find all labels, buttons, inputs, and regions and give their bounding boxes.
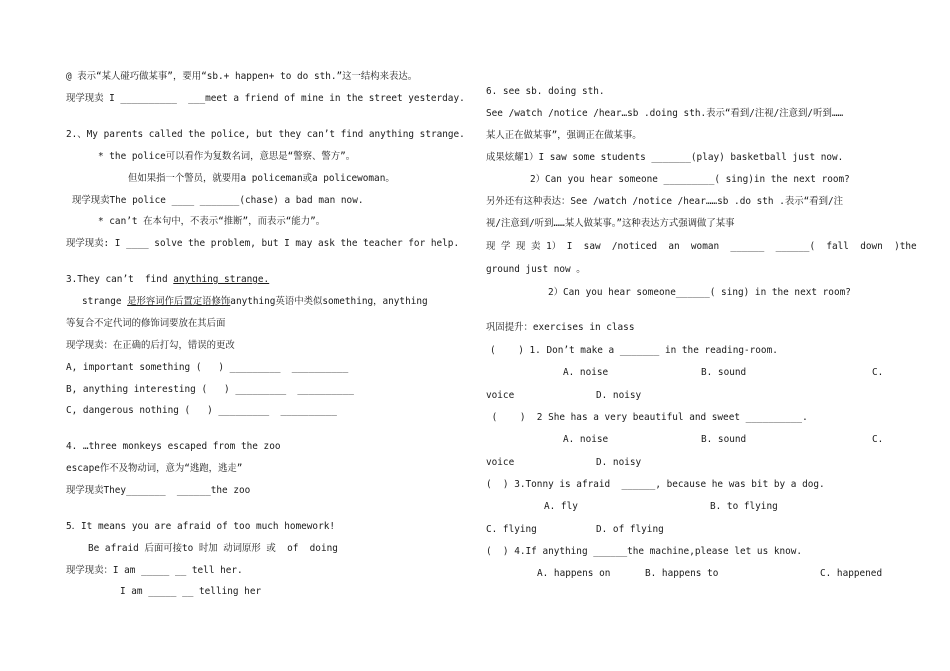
exercise-escape: 现学现卖They_______ ______the zoo <box>66 485 251 496</box>
point-6-heading: 6. see sb. doing sth. <box>486 86 605 97</box>
q2-option-c: voice <box>486 457 515 468</box>
option-c: C, dangerous nothing ( ) _________ __________ <box>66 405 337 416</box>
option-b: B, anything interesting ( ) _________ __________ <box>66 384 354 395</box>
note-see-doing: See /watch /notice /hear…sb .doing sth.表示“看到/注视/注意到/听到…… <box>486 108 844 119</box>
note-police: * the police可以看作为复数名词，意思是“警察、警方”。 <box>98 151 356 162</box>
q1-option-a: A. noise <box>563 367 609 378</box>
q1-option-c-label: C. <box>872 367 884 378</box>
note-strange-cont: 等复合不定代词的修饰词要放在其后面 <box>66 318 226 329</box>
question-3: ( ) 3.Tonny is afraid ______, because he was bit by a dog. <box>486 479 825 490</box>
exercise-see-do-2: 2）Can you hear someone______( sing) in the next room? <box>548 287 851 298</box>
exercise-see-2: 2）Can you hear someone _________( sing)in the next room? <box>530 174 850 185</box>
note-see-do-cont: 视/注意到/听到……某人做某事。”这种表达方式强调做了某事 <box>486 218 735 229</box>
exercise-cant: 现学现卖: I ____ solve the problem, but I may ask the teacher for help. <box>66 238 460 249</box>
q1-option-b: B. sound <box>701 367 747 378</box>
point-4-heading: 4. …three monkeys escaped from the zoo <box>66 441 281 452</box>
exercise-afraid-2: I am _____ __ telling her <box>120 586 262 597</box>
point-3-heading: 3.They can’t find anything strange. <box>66 274 270 285</box>
exercise-police: 现学现卖The police ____ _______(chase) a bad man now. <box>72 195 364 206</box>
exercise-instruction: 现学现卖：在正确的后打勾，错误的更改 <box>66 340 235 351</box>
note-see-do: 另外还有这种表达：See /watch /notice /hear……sb .do sth .表示“看到/注 <box>486 196 844 207</box>
note-strange: strange 是形容词作后置定语修饰anything英语中类似something，anything <box>82 296 428 307</box>
question-4: ( ) 4.If anything ______the machine,please let us know. <box>486 546 803 557</box>
q1-option-d: D. noisy <box>596 390 642 401</box>
q4-option-a: A. happens on <box>537 568 611 579</box>
q3-option-b: B. to flying <box>710 501 778 512</box>
exercise-see-do-1: 现 学 现 卖 1） I saw /noticed an woman ______ ______( fall down )the <box>486 241 917 252</box>
q1-option-c: voice <box>486 390 515 401</box>
underlined-note: 是形容词作后置定语修饰 <box>127 296 231 307</box>
note-cant: * can’t 在本句中，不表示“推断”，而表示“能力”。 <box>98 216 326 227</box>
point-2-heading: 2.、My parents called the police, but they can’t find anything strange. <box>66 129 465 140</box>
note-see-doing-cont: 某人正在做某事”，强调正在做某事。 <box>486 130 642 141</box>
note-afraid: Be afraid 后面可接to 时加 动词原形 或 of doing <box>88 543 338 554</box>
exercise-see-do-1-cont: ground just now 。 <box>486 264 586 275</box>
exercise-happen-to: 现学现卖 I __________ ___meet a friend of mine in the street yesterday. <box>66 93 465 104</box>
point-5-heading: 5．It means you are afraid of too much homework! <box>66 521 336 532</box>
note-escape: escape作不及物动词，意为“逃跑，逃走” <box>66 463 243 474</box>
question-1: ( ) 1. Don’t make a _______ in the reading-room. <box>490 345 778 356</box>
underlined-phrase: anything strange. <box>173 274 270 285</box>
note-policeman: 但如果指一个警员，就要用a policeman或a policewoman。 <box>128 173 395 184</box>
q2-option-c-label: C. <box>872 434 884 445</box>
option-a: A, important something ( ) _________ __________ <box>66 362 349 373</box>
q4-option-c: C. happened <box>820 568 883 579</box>
question-2: ( ) 2 She has a very beautiful and sweet __________. <box>486 412 808 423</box>
section-exercises-heading: 巩固提升：exercises in class <box>486 322 635 333</box>
q2-option-a: A. noise <box>563 434 609 445</box>
q3-option-d: D. of flying <box>596 524 664 535</box>
exercise-afraid-1: 现学现卖：I am _____ __ tell her. <box>66 565 243 576</box>
q2-option-b: B. sound <box>701 434 747 445</box>
q2-option-d: D. noisy <box>596 457 642 468</box>
q4-option-b: B. happens to <box>645 568 719 579</box>
note-happen-to: @ 表示“某人碰巧做某事”，要用“sb.+ happen+ to do sth.”这一结构来表达。 <box>66 71 418 82</box>
q3-option-c: C. flying <box>486 524 537 535</box>
q3-option-a: A. fly <box>544 501 578 512</box>
exercise-see-1: 成果炫耀1）I saw some students _______(play) basketball just now. <box>486 152 844 163</box>
